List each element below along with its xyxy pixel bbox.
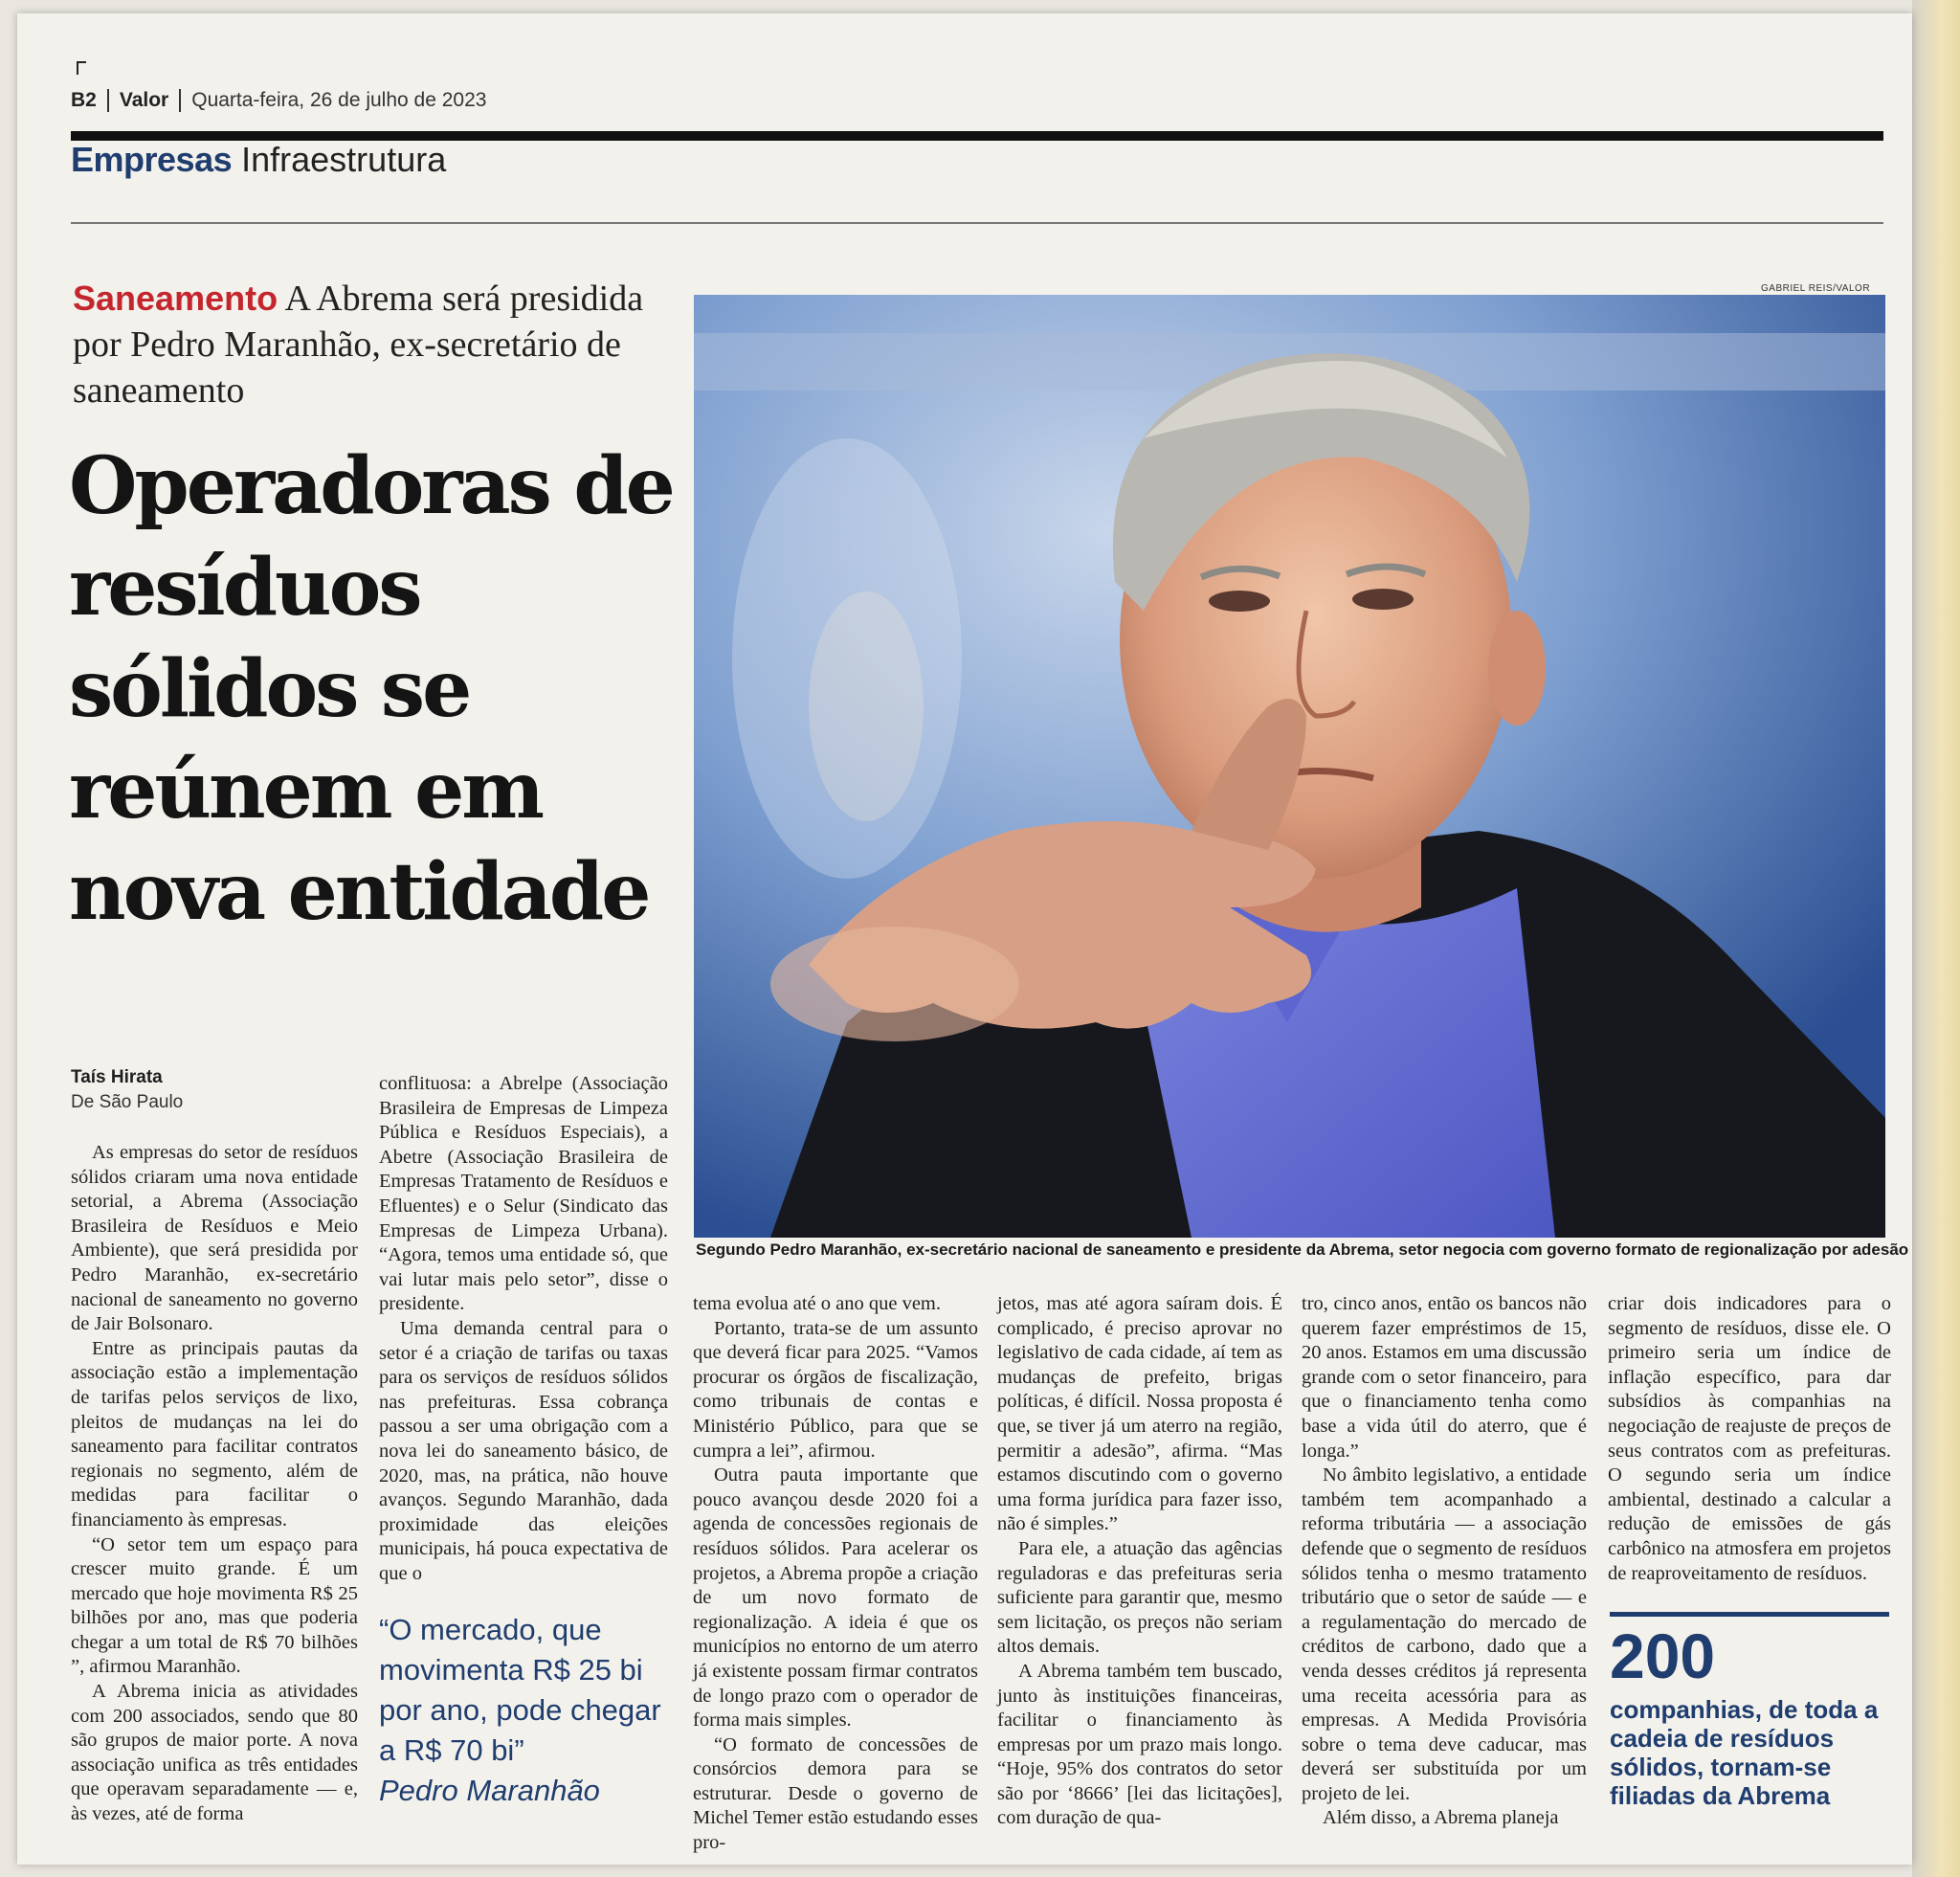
paragraph: No âmbito legislativo, a entidade também tem acompanhado a reforma tributária — a associação defende que o segmento de resíduos sólidos tenha o mesmo tratamento tributário que o setor de saúde — e a regulamentação do mercado de créditos de carbono, dado que a venda desses créditos já representa uma receita acessória para as empresas. A Medida Provisória sobre o tema deve caducar, mas deverá ser substituída por um projeto de lei. [1302, 1464, 1587, 1804]
stat-box [1610, 1612, 1889, 1810]
paragraph: tema evolua até o ano que vem. [693, 1293, 941, 1314]
masthead [71, 84, 486, 117]
issue-date: Quarta-feira, 26 de julho de 2023 [191, 89, 487, 111]
section-header [71, 140, 446, 180]
paragraph: Portanto, trata-se de um assunto que deverá ficar para 2025. “Vamos procurar os órgãos de fiscalização, como tribunais de contas e Ministério Público, para que se cumpra a lei”, afirmou. [693, 1317, 978, 1462]
paragraph: Uma demanda central para o setor é a criação de tarifas ou taxas para os serviços de resíduos sólidos nas prefeituras. Essa cobrança passou a ser uma obrigação com a nova lei do saneamento básico, de 2020, mas, na prática, não houve avanços. Segundo Maranhão, dada proximidade das eleições municipais, há pouca expectativa de que o [379, 1317, 668, 1584]
kicker-text: A Abrema será presidida por Pedro Maranhão, ex-secretário de saneamento [73, 279, 644, 411]
paragraph: “O setor tem um espaço para crescer muito grande. É um mercado que hoje movimenta R$ 25 bilhões por ano, mas que poderia chegar a um total de R$ 70 bilhões ”, afirmou Maranhão. [71, 1533, 358, 1678]
byline-origin: De São Paulo [71, 1092, 184, 1112]
article-column-4 [997, 1292, 1282, 1831]
paragraph: Entre as principais pautas da associação estão a implementação de tarifas pelos serviços de lixo, pleitos de mudanças na lei do saneamento para facilitar contratos regionais no segmento, além de medidas para facilitar o financiamento às empresas. [71, 1337, 358, 1531]
kicker-tag: Saneamento [73, 279, 278, 318]
pull-quote-attribution: Pedro Maranhão [379, 1774, 600, 1807]
stat-number: 200 [1610, 1620, 1716, 1691]
paragraph: Para ele, a atuação das agências reguladoras e das prefeituras seria suficiente para garantir que, mesmo sem licitação, os preços não seriam altos demais. [997, 1537, 1282, 1658]
crop-mark [77, 61, 86, 75]
pull-quote-text: “O mercado, que movimenta R$ 25 bi por ano, pode chegar a R$ 70 bi” [379, 1613, 661, 1767]
paragraph: “O formato de concessões de consórcios demora para se estruturar. Desde o governo de Michel Temer estão estudando esses pro- [693, 1733, 978, 1854]
paragraph: Outra pauta importante que pouco avançou desde 2020 foi a agenda de concessões regionais de resíduos sólidos. Para acelerar os projetos, a Abrema propõe a criação de um novo formato de regionalização. A ideia é que os municípios no entorno de um aterro já existente possam firmar contratos de longo prazo com o operador de forma mais simples. [693, 1464, 978, 1732]
headline: Operadoras de resíduos sólidos se reúnem em nova entidade [69, 440, 673, 938]
page-edge [1912, 0, 1960, 1877]
section-secondary: Infraestrutura [241, 140, 447, 179]
article-column-3 [693, 1292, 978, 1856]
kicker [73, 276, 666, 413]
paragraph: A Abrema inicia as atividades com 200 associados, sendo que 80 são grupos de maior porte. A nova associação unifica as três entidades que operavam separadamente — e, às vezes, até de forma [71, 1681, 358, 1825]
paragraph: As empresas do setor de resíduos sólidos criaram uma nova entidade setorial, a Abrema (Associação Brasileira de Resíduos e Meio Ambiente), que será presidida por Pedro Maranhão, ex-secretário nacional de saneamento no governo de Jair Bolsonaro. [71, 1142, 358, 1335]
masthead-divider [179, 89, 181, 112]
page-number: B2 [71, 89, 97, 111]
newspaper-brand: Valor [119, 89, 169, 111]
pull-quote [379, 1610, 666, 1811]
paragraph: criar dois indicadores para o segmento de resíduos, disse ele. O primeiro seria um índice de inflação específico, para dar subsídios às companhias na negociação de reajuste de preços de seus contratos com as prefeituras. O segundo seria um índice ambiental, destinado a calcular a redução de emissões de gás carbônico na atmosfera em projetos de reaproveitamento de resíduos. [1608, 1293, 1891, 1584]
portrait-illustration [694, 295, 1885, 1238]
article-column-6 [1608, 1292, 1891, 1586]
byline [71, 1067, 183, 1113]
section-rule [71, 222, 1883, 224]
article-column-2 [379, 1072, 668, 1586]
paragraph: tro, cinco anos, então os bancos não querem fazer empréstimos de 15, 20 anos. Estamos em uma discussão grande com o setor financeiro, para que o financiamento tenha como base a vida útil do aterro, que é longa.” [1302, 1293, 1587, 1462]
portrait-photo [694, 295, 1885, 1238]
byline-author: Taís Hirata [71, 1067, 163, 1087]
paragraph: Além disso, a Abrema planeja [1323, 1807, 1559, 1829]
stat-text: companhias, de toda a cadeia de resíduos sólidos, tornam-se filiadas da Abrema [1610, 1695, 1879, 1810]
photo-caption: Segundo Pedro Maranhão, ex-secretário nacional de saneamento e presidente da Abrema, setor negocia com governo formato de regionalização por adesão [696, 1240, 1909, 1259]
paragraph: A Abrema também tem buscado, junto às instituições financeiras, facilitar o financiamento às empresas por um prazo mais longo. “Hoje, 95% dos contratos do setor são por ‘8666’ [lei das licitações], com duração de qua- [997, 1660, 1282, 1829]
paragraph: jetos, mas até agora saíram dois. É complicado, é preciso aprovar no legislativo de cada cidade, aí tem as mudanças de prefeito, brigas políticas, é difícil. Nossa proposta é que, se tiver já um aterro na região, permitir a adesão”, afirma. “Mas estamos discutindo com o governo uma forma jurídica para fazer isso, não é simples.” [997, 1293, 1282, 1535]
photo-credit: GABRIEL REIS/VALOR [1761, 283, 1871, 294]
article-column-5 [1302, 1292, 1587, 1831]
article-column-1 [71, 1141, 358, 1827]
paragraph: conflituosa: a Abrelpe (Associação Brasileira de Empresas de Limpeza Pública e Resíduos Especiais), a Abetre (Associação Brasileira de Empresas Tratamento de Resíduos e Efluentes) e o Selur (Sindicato das Empresas de Limpeza Urbana). “Agora, temos uma entidade só, que vai lutar mais pelo setor”, disse o presidente. [379, 1073, 668, 1315]
section-primary: Empresas [71, 140, 233, 179]
masthead-divider [107, 89, 109, 112]
